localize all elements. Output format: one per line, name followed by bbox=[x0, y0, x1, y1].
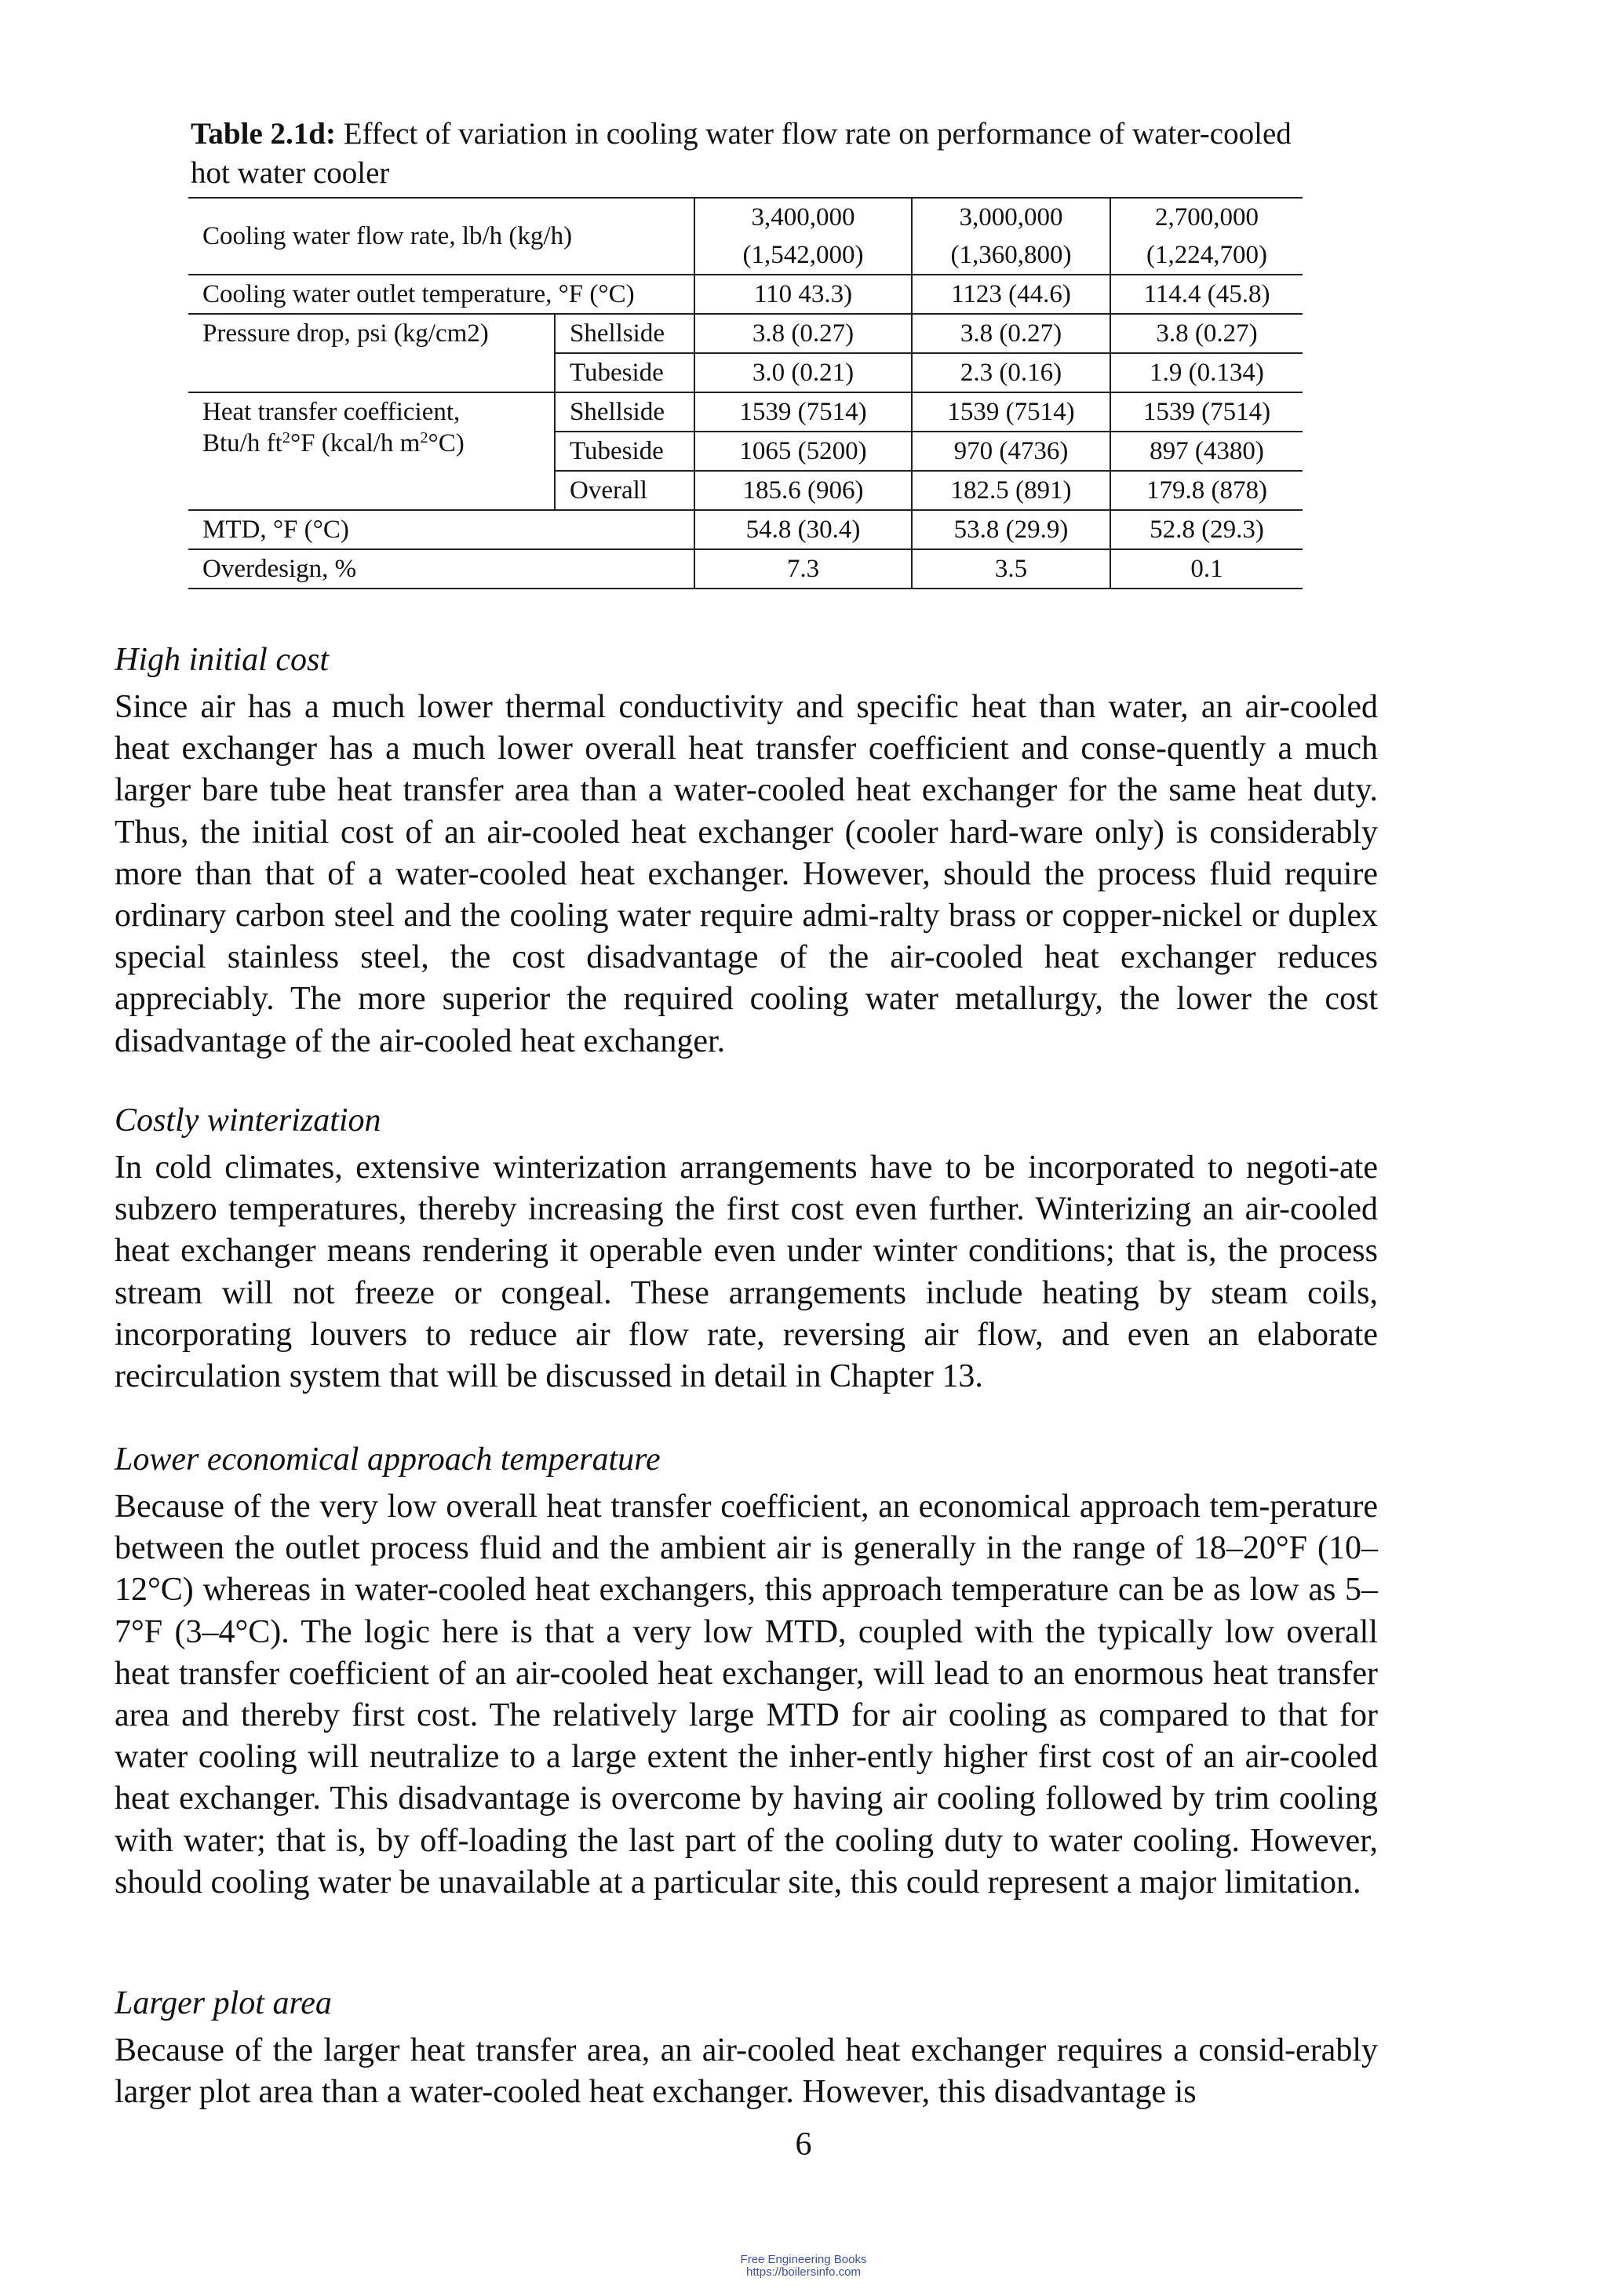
htc-shellside-value-1: 1539 (7514) bbox=[694, 392, 912, 432]
section-body: Since air has a much lower thermal conductivity and specific heat than water, an air-cooled heat exchanger has a much lower overall heat transfer coefficient and conse-quently a much larger bare tube heat transfer area than a water-cooled heat exchanger for the same heat duty. Thus, the initial cost of an air-cooled heat exchanger (cooler hard-ware only) is considerably more than that of a water-cooled heat exchanger. However, should the process fluid require ordinary carbon steel and the cooling water require admi-ralty brass or copper-nickel or duplex special stainless steel, the cost disadvantage of the air-cooled heat exchanger reduces appreciably. The more superior the required cooling water metallurgy, the lower the cost disadvantage of the air-cooled heat exchanger. bbox=[115, 689, 1378, 1059]
htc-shellside-label: Shellside bbox=[555, 392, 694, 432]
table-row-pressure-shellside bbox=[188, 314, 1303, 353]
section-larger-plot-area bbox=[115, 1983, 1378, 2113]
htc-label-line-2 bbox=[202, 428, 546, 459]
htc-label-part-b: °F (kcal/h m bbox=[290, 429, 421, 457]
footer-line-1: Free Engineering Books bbox=[740, 2253, 867, 2266]
footer-link[interactable]: https://boilersinfo.com bbox=[746, 2265, 861, 2279]
flow-rate-value-3: 2,700,000 bbox=[1110, 198, 1303, 236]
section-body: Because of the very low overall heat transfer coefficient, an economical approach tem-perature between the outlet process fluid and the ambient air is generally in the range of 18–20°F (10–12°C) whereas in water-cooled heat exchangers, this approach temperature can be as low as 5–7°F (3–4°C). The logic here is that a very low MTD, coupled with the typically low overall heat transfer coefficient of an air-cooled heat exchanger, will lead to an enormous heat transfer area and thereby first cost. The relatively large MTD for air cooling as compared to that for water cooling will neutralize to a large extent the inher-ently higher first cost of an air-cooled heat exchanger. This disadvantage is overcome by having air cooling followed by trim cooling with water; that is, by off-loading the last part of the cooling duty to water cooling. However, should cooling water be unavailable at a particular site, this could represent a major limitation. bbox=[115, 1489, 1378, 1901]
htc-label-sup-2: 2 bbox=[420, 428, 428, 446]
htc-shellside-value-2: 1539 (7514) bbox=[912, 392, 1110, 432]
section-heading: Larger plot area bbox=[115, 1985, 332, 2021]
overdesign-value-1: 7.3 bbox=[694, 549, 912, 589]
flow-rate-metric-2: (1,360,800) bbox=[912, 236, 1110, 275]
flow-rate-value-2: 3,000,000 bbox=[912, 198, 1110, 236]
htc-tubeside-value-3: 897 (4380) bbox=[1110, 432, 1303, 471]
outlet-temp-value-1: 110 43.3) bbox=[694, 275, 912, 314]
cooling-water-table bbox=[188, 197, 1303, 589]
htc-tubeside-value-1: 1065 (5200) bbox=[694, 432, 912, 471]
outlet-temp-value-2: 1123 (44.6) bbox=[912, 275, 1110, 314]
flow-rate-metric-1: (1,542,000) bbox=[694, 236, 912, 275]
section-lower-approach-temperature bbox=[115, 1439, 1378, 1904]
htc-overall-value-1: 185.6 (906) bbox=[694, 471, 912, 510]
section-heading: High initial cost bbox=[115, 642, 329, 678]
pressure-tubeside-value-3: 1.9 (0.134) bbox=[1110, 353, 1303, 392]
mtd-value-1: 54.8 (30.4) bbox=[694, 510, 912, 549]
pressure-tubeside-value-2: 2.3 (0.16) bbox=[912, 353, 1110, 392]
outlet-temp-value-3: 114.4 (45.8) bbox=[1110, 275, 1303, 314]
section-high-initial-cost bbox=[115, 640, 1378, 1062]
overdesign-value-3: 0.1 bbox=[1110, 549, 1303, 589]
footer bbox=[0, 2254, 1607, 2279]
pressure-tubeside-value-1: 3.0 (0.21) bbox=[694, 353, 912, 392]
row-label-overdesign: Overdesign, % bbox=[188, 549, 694, 589]
htc-label-part-c: °C) bbox=[428, 429, 465, 457]
pressure-tubeside-label: Tubeside bbox=[555, 353, 694, 392]
htc-shellside-value-3: 1539 (7514) bbox=[1110, 392, 1303, 432]
overdesign-value-2: 3.5 bbox=[912, 549, 1110, 589]
pressure-shellside-value-1: 3.8 (0.27) bbox=[694, 314, 912, 353]
section-costly-winterization bbox=[115, 1100, 1378, 1398]
row-label-flow-rate: Cooling water flow rate, lb/h (kg/h) bbox=[188, 198, 694, 275]
table-row-flow-rate bbox=[188, 198, 1303, 236]
htc-overall-value-3: 179.8 (878) bbox=[1110, 471, 1303, 510]
flow-rate-metric-3: (1,224,700) bbox=[1110, 236, 1303, 275]
table-caption-text: Effect of variation in cooling water flow rate on performance of water-cooled hot water cooler bbox=[191, 117, 1292, 190]
pressure-shellside-label: Shellside bbox=[555, 314, 694, 353]
mtd-value-2: 53.8 (29.9) bbox=[912, 510, 1110, 549]
section-heading: Costly winterization bbox=[115, 1102, 381, 1139]
row-label-outlet-temperature: Cooling water outlet temperature, °F (°C) bbox=[188, 275, 694, 314]
htc-overall-value-2: 182.5 (891) bbox=[912, 471, 1110, 510]
table-row-mtd bbox=[188, 510, 1303, 549]
table-row-overdesign bbox=[188, 549, 1303, 589]
section-heading: Lower economical approach temperature bbox=[115, 1441, 661, 1478]
section-body: In cold climates, extensive winterization arrangements have to be incorporated to negoti-ate subzero temperatures, thereby increasing the first cost even further. Winterizing an air-cooled heat exchanger means rendering it operable even under winter conditions; that is, the process stream will not freeze or congeal. These arrangements include heating by steam coils, incorporating louvers to reduce air flow rate, reversing air flow, and even an elaborate recirculation system that will be discussed in detail in Chapter 13. bbox=[115, 1150, 1378, 1395]
flow-rate-value-1: 3,400,000 bbox=[694, 198, 912, 236]
row-label-mtd: MTD, °F (°C) bbox=[188, 510, 694, 549]
pressure-shellside-value-2: 3.8 (0.27) bbox=[912, 314, 1110, 353]
table-row-outlet-temperature bbox=[188, 275, 1303, 314]
htc-overall-label: Overall bbox=[555, 471, 694, 510]
pressure-shellside-value-3: 3.8 (0.27) bbox=[1110, 314, 1303, 353]
row-label-heat-transfer-coefficient bbox=[188, 392, 555, 510]
section-body: Because of the larger heat transfer area, an air-cooled heat exchanger requires a consid-erably larger plot area than a water-cooled heat exchanger. However, this disadvantage is bbox=[115, 2032, 1378, 2111]
table-caption bbox=[191, 115, 1305, 193]
htc-tubeside-value-2: 970 (4736) bbox=[912, 432, 1110, 471]
mtd-value-3: 52.8 (29.3) bbox=[1110, 510, 1303, 549]
page-number: 6 bbox=[795, 2127, 812, 2163]
row-label-pressure-drop: Pressure drop, psi (kg/cm2) bbox=[188, 314, 555, 392]
table-caption-label: Table 2.1d: bbox=[191, 117, 336, 151]
htc-tubeside-label: Tubeside bbox=[555, 432, 694, 471]
htc-label-line-1: Heat transfer coefficient, bbox=[202, 398, 461, 426]
htc-label-part-a: Btu/h ft bbox=[202, 429, 282, 457]
table-row-htc-shellside bbox=[188, 392, 1303, 432]
htc-label-sup-1: 2 bbox=[282, 428, 290, 446]
